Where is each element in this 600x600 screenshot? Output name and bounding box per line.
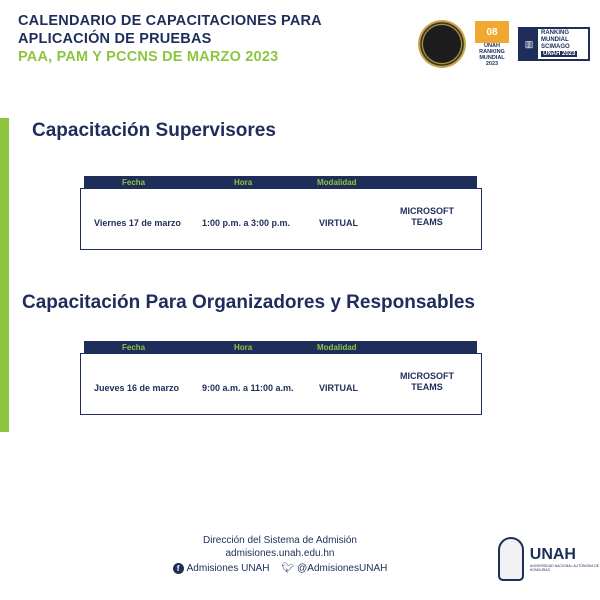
footer-direccion: Dirección del Sistema de Admisión: [203, 535, 357, 546]
column-fecha: Fecha: [122, 178, 146, 187]
facebook-link[interactable]: [173, 562, 270, 575]
cell-modalidad: VIRTUAL: [319, 218, 358, 228]
unah-brand-small: UNIVERSIDAD NACIONAL AUTÓNOMA DE HONDURAS: [529, 564, 600, 572]
table-row: [80, 188, 482, 250]
social-links: [160, 562, 400, 575]
twitter-handle: @AdmisionesUNAH: [297, 563, 388, 574]
ranking-text-1: UNAH: [484, 43, 500, 49]
section-title-supervisores: Capacitación Supervisores: [32, 120, 276, 141]
column-modalidad: Modalidad: [317, 343, 357, 352]
scimago-icon: ▥: [520, 29, 538, 59]
cell-fecha: Viernes 17 de marzo: [94, 218, 181, 228]
plataforma-line-1: MICROSOFT: [400, 371, 454, 381]
unah-seal-icon: [498, 537, 524, 581]
scimago-text-1: RANKING: [541, 30, 569, 36]
twitter-link[interactable]: [281, 562, 387, 575]
cell-plataforma: [391, 371, 463, 393]
scimago-text-3: SCIMAGO: [541, 44, 570, 50]
column-fecha: Fecha: [122, 343, 146, 352]
scimago-badge: [518, 27, 590, 61]
header-line-3: PAA, PAM Y PCCNS DE MARZO 2023: [18, 49, 279, 65]
schedule-table-organizadores: [80, 341, 482, 419]
ranking-number: 08: [475, 21, 509, 43]
scimago-text-2: MUNDIAL: [541, 37, 569, 43]
plataforma-line-1: MICROSOFT: [400, 206, 454, 216]
header-title: [18, 12, 322, 66]
schedule-table-supervisores: [80, 176, 482, 254]
header-line-2: APLICACIÓN DE PRUEBAS: [18, 31, 212, 47]
unah-logo: [498, 537, 600, 581]
university-seal-icon: [418, 20, 466, 68]
column-hora: Hora: [234, 343, 253, 352]
footer-website[interactable]: admisiones.unah.edu.hn: [225, 548, 335, 559]
ranking-text-3: MUNDIAL: [479, 55, 505, 61]
cell-fecha: Jueves 16 de marzo: [94, 383, 180, 393]
plataforma-line-2: TEAMS: [411, 217, 443, 227]
column-modalidad: Modalidad: [317, 178, 357, 187]
facebook-icon: f: [173, 563, 184, 574]
cell-plataforma: [391, 206, 463, 228]
header-logos: [418, 20, 590, 68]
table-row: [80, 353, 482, 415]
footer: [160, 534, 400, 575]
facebook-handle: Admisiones UNAH: [186, 563, 270, 574]
cell-hora: 9:00 a.m. a 11:00 a.m.: [202, 383, 294, 393]
ranking-badge: [474, 21, 510, 67]
twitter-icon: 🐦︎: [281, 563, 295, 574]
ranking-text-4: 2023: [485, 61, 499, 67]
column-hora: Hora: [234, 178, 253, 187]
ranking-text-2: RANKING: [479, 49, 505, 55]
header-line-1: CALENDARIO DE CAPACITACIONES PARA: [18, 13, 322, 29]
accent-bar: [0, 118, 9, 432]
plataforma-line-2: TEAMS: [411, 382, 443, 392]
unah-brand: UNAH: [529, 546, 576, 563]
section-title-organizadores: Capacitación Para Organizadores y Responsables: [22, 292, 476, 313]
cell-hora: 1:00 p.m. a 3:00 p.m.: [202, 218, 291, 228]
cell-modalidad: VIRTUAL: [319, 383, 358, 393]
scimago-text-4: UNAH 2023: [543, 51, 576, 57]
